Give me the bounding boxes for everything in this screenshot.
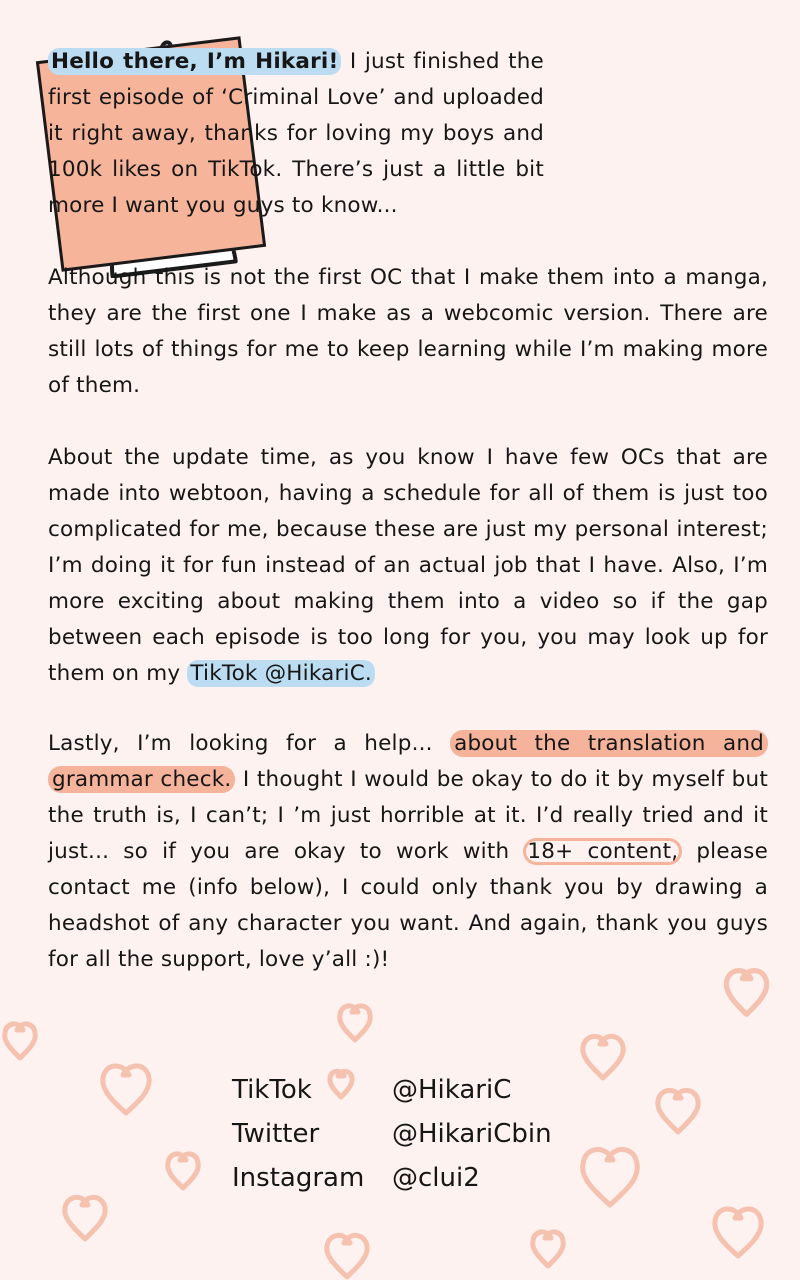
greeting-highlight: Hello there, I’m Hikari! [48,48,341,75]
social-handle[interactable]: @HikariC [392,1075,512,1105]
social-handle[interactable]: @HikariCbin [392,1119,552,1149]
social-handle[interactable]: @clui2 [392,1163,480,1193]
paragraph-4-part-3: please contact me (info below), I could only thank you by drawing a headshot of any character you want. And again, thank you guys for all the support, love y’all :)! [48,839,768,972]
paragraph-4-part-2: I thought I would be okay to do it by myself but the truth is, I can’t; I ’m just horrible at it. I’d really tried and it just... so if you are okay to work with [48,767,768,864]
paragraph-2: Although this is not the first OC that I make them into a manga, they are the first one I make as a webcomic version. There are still lots of things for me to keep learning while I’m making more of them. [48,265,768,398]
paragraph-3 [48,440,768,692]
social-platform: Twitter [232,1119,320,1149]
tiktok-handle-highlight: TikTok @HikariC. [187,660,375,687]
social-platform: Instagram [232,1163,365,1193]
intro-rest: I just finished the first episode of ‘Criminal Love’ and uploaded it right away, thanks for loving my boys and 100k likes on TikTok. There’s just a little bit more I want you guys to know... [48,49,544,218]
social-row[interactable] [232,1068,552,1112]
social-links [232,1068,552,1200]
paragraph-4 [48,726,768,978]
intro-paragraph [48,44,544,224]
adult-content-highlight: 18+ content, [523,838,682,865]
note-body [48,44,768,978]
paragraph-4-part-1: Lastly, I’m looking for a help... [48,731,451,756]
social-row[interactable] [232,1156,552,1200]
social-row[interactable] [232,1112,552,1156]
paragraph-3-part-1: About the update time, as you know I have few OCs that are made into webtoon, having a schedule for all of them is just too complicated for me, because these are just my personal interest; I’m doing it for fun instead of an actual job that I have. Also, I’m more exciting about making them into a video so if the gap between each episode is too long for you, you may look up for them on my [48,445,768,686]
social-platform: TikTok [232,1075,312,1105]
translation-help-highlight: about the translation and grammar check. [48,730,768,793]
